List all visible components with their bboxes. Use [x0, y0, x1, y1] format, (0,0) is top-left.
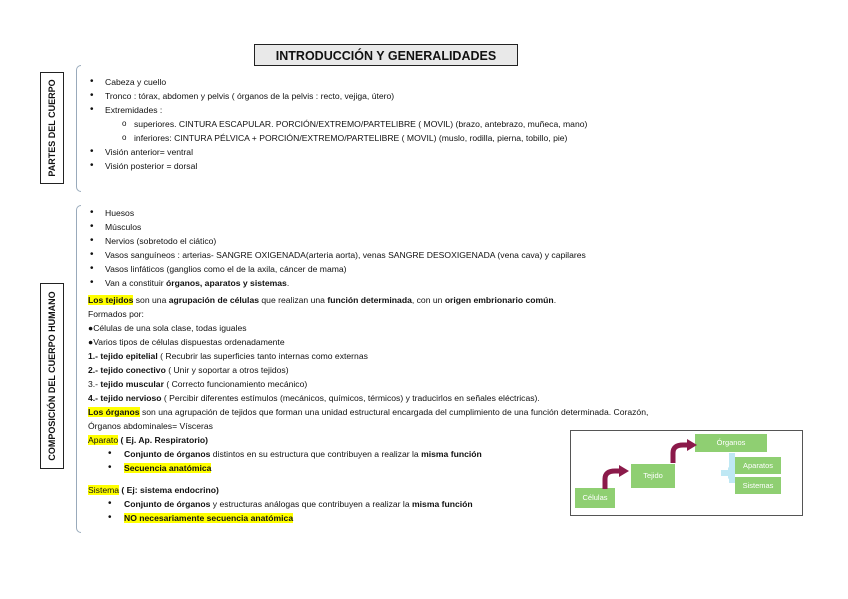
section-brace	[76, 65, 81, 192]
organos-definition	[88, 405, 648, 419]
node-sistemas	[735, 477, 781, 494]
partes-list	[88, 75, 587, 173]
bold-text: origen embrionario común	[444, 295, 554, 305]
list-item: • Visión posterior = dorsal	[88, 159, 587, 173]
highlight-term: Sistema	[88, 485, 120, 495]
node-label: Células	[582, 493, 608, 502]
text: son una agrupación de tejidos que forman una unidad estructural encargada del cumplimiento de una función determinada. Corazón,	[139, 407, 649, 417]
text: .	[286, 278, 290, 288]
section-label-composicion	[40, 283, 64, 469]
tejido-tipo	[88, 363, 648, 377]
section-label-text: PARTES DEL CUERPO	[47, 79, 57, 177]
celulas-line: ●Varios tipos de células dispuestas ordenadamente	[88, 337, 285, 347]
bold-text: tejido epitelial	[100, 351, 158, 361]
tejidos-definition	[88, 293, 648, 307]
text: que realizan una	[259, 295, 328, 305]
celulas-line: ●Células de una sola clase, todas iguales	[88, 323, 247, 333]
node-organos	[695, 434, 767, 452]
text: ( Recubrir las superficies tanto internas como externas	[157, 351, 368, 361]
num: 3.-	[88, 379, 101, 389]
bold-text: agrupación de células	[168, 295, 259, 305]
num: 1.-	[88, 351, 101, 361]
highlight-term: NO necesariamente secuencia anatómica	[124, 513, 294, 523]
node-label: Sistemas	[742, 481, 774, 490]
organos-line2: Órganos abdominales= Vísceras	[88, 421, 213, 431]
highlight-term: Los tejidos	[88, 295, 134, 305]
arrow-right-icon	[721, 467, 735, 479]
num: 2.-	[88, 365, 101, 375]
aparato-heading	[88, 433, 648, 447]
bold-text: misma función	[412, 499, 473, 509]
text: ( Percibir diferentes estímulos (mecánicos, químicos, térmicos) y traducirlos en señales eléctricas).	[161, 393, 540, 403]
list-item: • Extremidades :	[88, 103, 587, 117]
section-label-partes	[40, 72, 64, 184]
node-label: Tejido	[643, 471, 663, 480]
highlight-term: Los órganos	[88, 407, 140, 417]
text: ( Unir y soportar a otros tejidos)	[165, 365, 289, 375]
bold-text: ( Ej: sistema endocrino)	[119, 485, 219, 495]
list-item	[88, 461, 648, 475]
node-aparatos	[735, 457, 781, 474]
sistema-heading	[88, 483, 648, 497]
list-item: o superiores. CINTURA ESCAPULAR. PORCIÓN/EXTREMO/PARTELIBRE ( MOVIL) (brazo, antebrazo, muñeca, mano)	[88, 117, 587, 131]
node-tejido	[631, 464, 675, 488]
bold-text: ( Ej. Ap. Respiratorio)	[118, 435, 209, 445]
list-item: • Cabeza y cuello	[88, 75, 587, 89]
text: y estructuras análogas que contribuyen a realizar la	[210, 499, 413, 509]
highlight-term: Secuencia anatómica	[124, 463, 212, 473]
tejido-tipo	[88, 377, 648, 391]
tejido-tipo	[88, 391, 648, 405]
list-item	[88, 497, 648, 511]
bold-text: tejido conectivo	[100, 365, 166, 375]
bold-text: tejido nervioso	[100, 393, 162, 403]
bold-text: Conjunto de órganos	[124, 499, 211, 509]
section-label-text: COMPOSICIÓN DEL CUERPO HUMANO	[47, 291, 57, 461]
list-item: • Tronco : tórax, abdomen y pelvis ( órganos de la pelvis : recto, vejiga, útero)	[88, 89, 587, 103]
list-item: • Huesos	[88, 206, 648, 220]
list-item: o inferiores: CINTURA PÉLVICA + PORCIÓN/EXTREMO/PARTELIBRE ( MOVIL) (muslo, rodilla, pierna, tobillo, pie)	[88, 131, 587, 145]
bold-text: tejido muscular	[100, 379, 164, 389]
bold-text: órganos, aparatos y sistemas	[165, 278, 287, 288]
text: son una	[133, 295, 169, 305]
page-title: INTRODUCCIÓN Y GENERALIDADES	[254, 44, 518, 66]
list-item: • Vasos linfáticos (ganglios como el de la axila, cáncer de mama)	[88, 262, 648, 276]
composicion-content	[88, 206, 648, 525]
num: 4.-	[88, 393, 101, 403]
curved-arrow-icon	[599, 465, 633, 491]
node-label: Aparatos	[742, 461, 774, 470]
list-item: • Nervios (sobretodo el ciático)	[88, 234, 648, 248]
list-item	[88, 511, 648, 525]
curved-arrow-icon	[667, 439, 701, 465]
hierarchy-diagram	[570, 430, 803, 516]
tejido-tipo	[88, 349, 648, 363]
text: .	[553, 295, 557, 305]
text: , con un	[411, 295, 445, 305]
bold-text: función determinada	[327, 295, 412, 305]
bold-text: Conjunto de órganos	[124, 449, 211, 459]
highlight-term: Aparato	[88, 435, 119, 445]
list-item	[88, 276, 648, 290]
list-item: • Músculos	[88, 220, 648, 234]
text: distintos en su estructura que contribuyen a realizar la	[210, 449, 422, 459]
bold-text: misma función	[421, 449, 482, 459]
node-celulas	[575, 488, 615, 508]
text: Van a constituir	[105, 278, 166, 288]
list-item	[88, 447, 648, 461]
list-item: • Vasos sanguíneos : arterias- SANGRE OXIGENADA(arteria aorta), venas SANGRE DESOXIGENADA (vena cava) y capilares	[88, 248, 648, 262]
section-brace	[76, 205, 81, 533]
node-label: Órganos	[716, 438, 746, 447]
list-item: • Visión anterior= ventral	[88, 145, 587, 159]
text: ( Correcto funcionamiento mecánico)	[163, 379, 308, 389]
formados-label: Formados por:	[88, 309, 144, 319]
